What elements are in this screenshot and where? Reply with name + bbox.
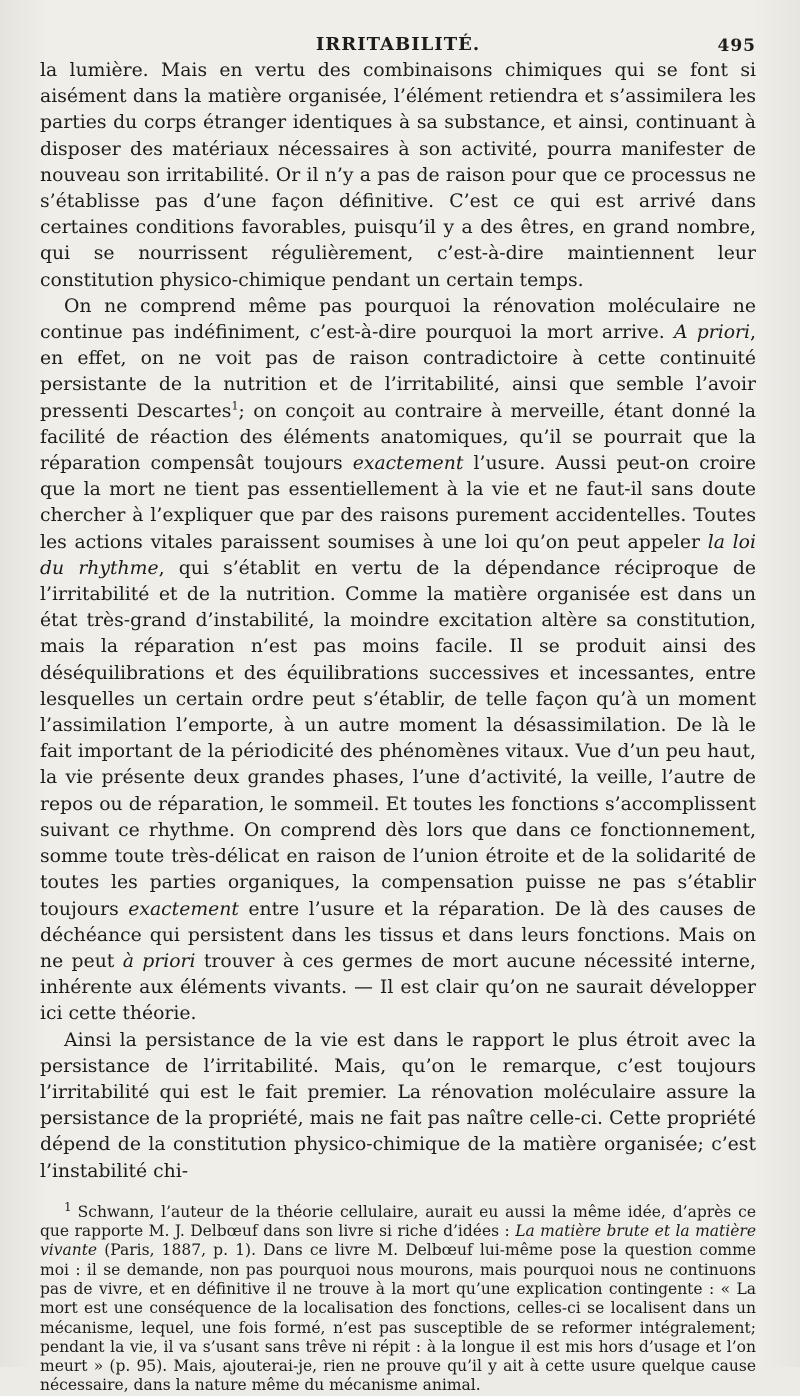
italic-text: exactement: [352, 453, 464, 475]
text-run: ; on conçoit au contraire à merveille, étant donné la facilité de réaction des éléments anatomiques, qu’il se pourrait que la réparation compensât toujours: [40, 400, 756, 475]
italic-text: la loi du rhythme: [40, 531, 756, 579]
body-text: [40, 58, 756, 1185]
page-number: 495: [717, 36, 756, 56]
footnote-marker: 1: [64, 1199, 72, 1214]
text-run: Ainsi la persistance de la vie est dans le rapport le plus étroit avec la persistance de l’irritabilité. Mais, qu’on le remarque, c’est toujours l’irritabilité qui est le fait premier. La rénovation moléculaire assure la persistance de la propriété, mais ne fait pas naître celle-ci. Cette propriété dépend de la constitution physico-chimique de la matière organisée; c’est l’instabilité chi-: [40, 1029, 756, 1182]
paragraph: [40, 1028, 756, 1185]
running-head: [40, 24, 756, 58]
footnote-reference: 1: [231, 399, 239, 413]
text-run: , en effet, on ne voit pas de raison contradictoire à cette continuité persistante de la nutrition et de l’irritabilité, ainsi que semble l’avoir pressenti Descartes: [40, 322, 756, 422]
paragraph: [40, 294, 756, 1028]
text-run: l’usure. Aussi peut-on croire que la mort ne tient pas essentiellement à la vie et ne faut-il sans doute chercher à l’expliquer que par des raisons purement accidentelles. Toutes les actions vitales paraissent soumises à une loi qu’on peut appeler: [40, 453, 756, 553]
running-title: IRRITABILITÉ.: [315, 34, 481, 55]
text-run: (Paris, 1887, p. 1). Dans ce livre M. Delbœuf lui-même pose la question comme moi : il se demande, non pas pourquoi nous mourons, mais pourquoi nous ne continuons pas de vivre, et en définitive il ne trouve à la mort qu’une explication contingente : « La mort est une conséquence de la localisation des fonctions, celles-ci se localisent dans un mécanisme, lequel, une fois formé, n’est pas susceptible de se reformer intégralement; pendant la vie, il va s’usant sans trêve ni répit : à la longue il est mis hors d’usage et l’on meurt » (p. 95). Mais, ajouterai-je, rien ne prouve qu’il y ait à cette usure quelque cause nécessaire, dans la nature même du mécanisme animal.: [40, 1241, 756, 1395]
text-run: On ne comprend même pas pourquoi la rénovation moléculaire ne continue pas indéfiniment, c’est-à-dire pourquoi la mort arrive.: [40, 295, 756, 344]
text-run: Schwann, l’auteur de la théorie cellulaire, aurait eu aussi la même idée, d’après ce que rapporte M. J. Delbœuf dans son livre si riche d’idées :: [40, 1202, 756, 1241]
footnote-text: [40, 1203, 756, 1395]
italic-text: à priori: [122, 950, 196, 972]
text-run: , qui s’établit en vertu de la dépendance réciproque de l’irritabilité et de la nutrition. Comme la matière organisée est dans un état très-grand d’instabilité, la moindre excitation altère sa constitution, mais la réparation n’est pas moins facile. Il se produit ainsi des déséquilibrations et des équilibrations successives et incessantes, entre lesquelles un certain ordre peut s’établir, de telle façon qu’à un moment l’assimilation l’emporte, à un autre moment la désassimilation. De là le fait important de la périodicité des phénomènes vitaux. Vue d’un peu haut, la vie présente deux grandes phases, l’une d’activité, la veille, l’autre de repos ou de réparation, le sommeil. Et toutes les fonctions s’accomplissent suivant ce rhythme. On comprend dès lors que dans ce fonctionnement, somme toute très-délicat en raison de l’union étroite et de la solidarité de toutes les parties organiques, la compensation puisse ne pas s’établir toujours: [40, 557, 757, 920]
italic-text: exactement: [128, 898, 239, 920]
italic-text: La matière brute et la matière vivante: [40, 1222, 756, 1260]
text-run: trouver à ces germes de mort aucune nécessité interne, inhérente aux éléments vivants. — Il est clair qu’on ne saurait développer ici cette théorie.: [40, 950, 757, 1025]
text-run: la lumière. Mais en vertu des combinaisons chimiques qui se font si aisément dans la matière organisée, l’élément retiendra et s’assimilera les parties du corps étranger identiques à sa substance, et ainsi, continuant à disposer des matériaux nécessaires à son activité, pourra manifester de nouveau son irritabilité. Or il n’y a pas de raison pour que ce processus ne s’établisse pas d’une façon définitive. C’est ce qui est arrivé dans certaines conditions favorables, puisqu’il y a des êtres, en grand nombre, qui se nourrissent régulièrement, c’est-à-dire maintiennent leur constitution physico-chimique pendant un certain temps.: [40, 60, 756, 291]
text-run: entre l’usure et la réparation. De là des causes de déchéance qui persistent dans les tissus et dans leurs fonctions. Mais on ne peut: [40, 898, 756, 972]
italic-text: A priori: [673, 322, 750, 344]
paragraph: [40, 58, 756, 294]
